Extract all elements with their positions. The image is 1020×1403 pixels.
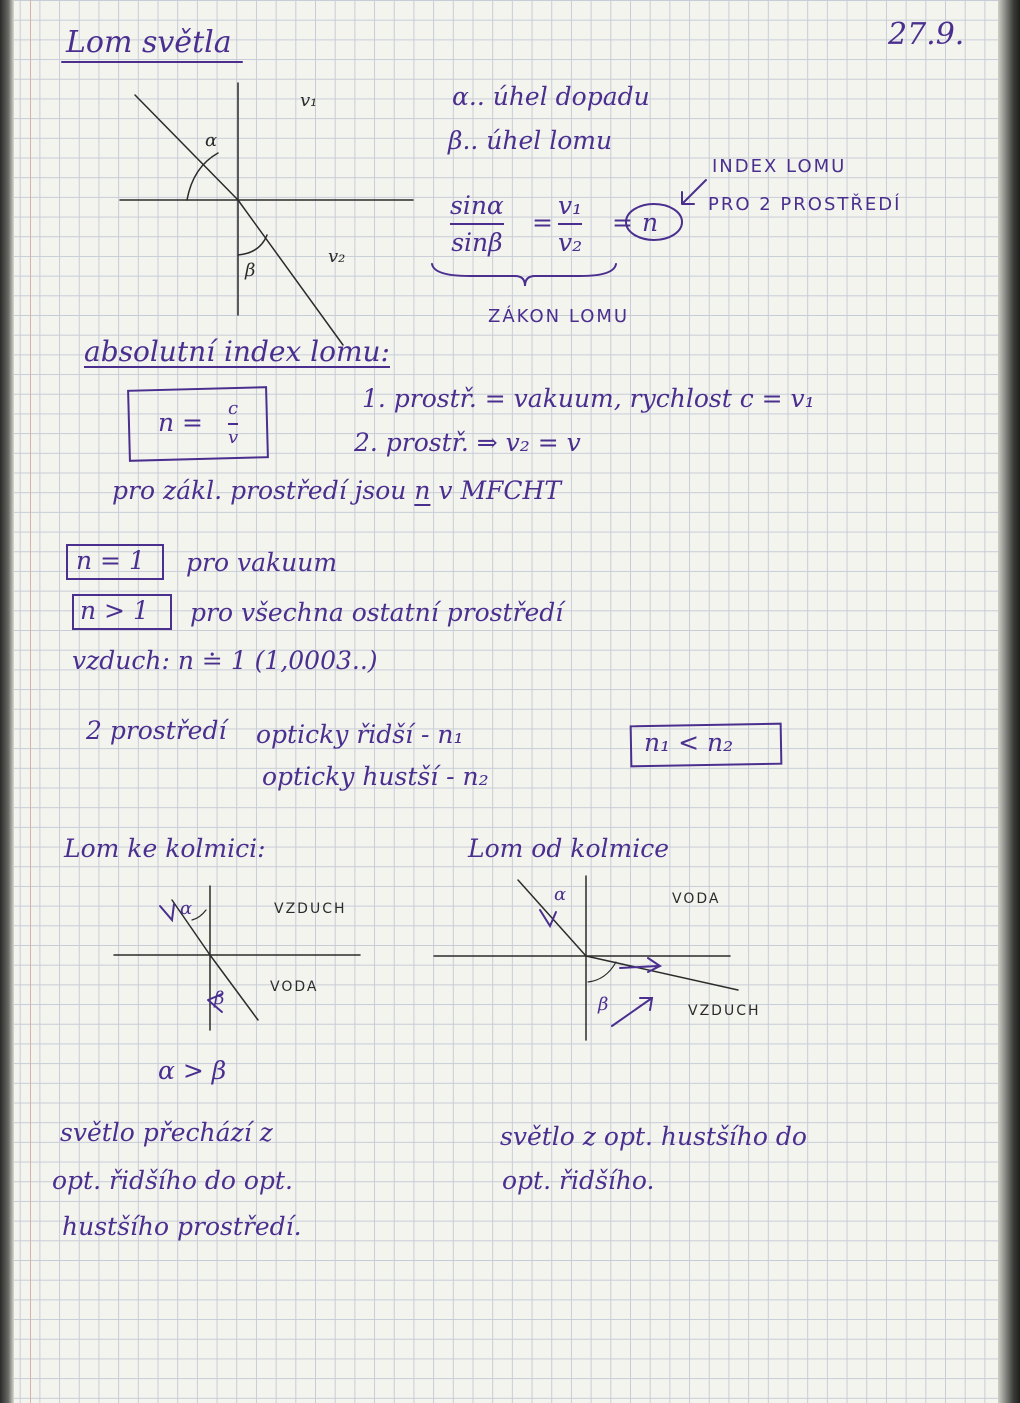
title-underline — [62, 60, 262, 68]
fraction-bar — [558, 223, 582, 225]
optically-rarer-note: opticky řidší - n₁ — [256, 720, 464, 749]
speed-ratio-fraction — [558, 190, 582, 259]
right-beta-label: β — [598, 994, 609, 1015]
alpha-definition: α.. úhel dopadu — [452, 82, 650, 111]
right-bottom-medium: VZDUCH — [688, 1003, 761, 1019]
two-media-label: 2 prostředí — [86, 716, 227, 745]
speed-v1: v₁ — [558, 191, 583, 220]
alpha-greater-beta: α > β — [158, 1056, 227, 1085]
medium-2-note: 2. prostř. ⇒ v₂ = v — [354, 428, 581, 457]
beta-definition: β.. úhel lomu — [448, 126, 613, 155]
speed-v: v — [228, 426, 239, 448]
left-top-medium: VZDUCH — [274, 901, 347, 917]
tables-note-post: v MFCHT — [438, 476, 562, 505]
formula-n-equals: n = — [158, 408, 203, 437]
diagram-v1-label: v₁ — [300, 90, 318, 111]
sin-alpha: sinα — [450, 191, 504, 220]
law-brace — [430, 262, 620, 290]
notebook-binding-right — [998, 0, 1020, 1403]
speed-c: c — [228, 398, 239, 419]
diagram-beta-label: β — [245, 260, 256, 281]
other-media-note: pro všechna ostatní prostředí — [190, 598, 564, 627]
left-bottom-medium: VODA — [270, 979, 319, 995]
left-conclusion-line2: opt. řidšího do opt. — [52, 1166, 293, 1195]
optically-denser-note: opticky hustší - n₂ — [262, 762, 489, 791]
index-note-line1: INDEX LOMU — [712, 156, 847, 177]
right-conclusion-line1: světlo z opt. hustšího do — [500, 1122, 807, 1151]
absolute-index-heading: absolutní index lomu: — [84, 335, 390, 368]
tables-note-n: n — [414, 476, 431, 505]
equals-sign-1: = — [532, 208, 553, 237]
n-equals-1: n = 1 — [76, 546, 145, 575]
left-alpha-label: α — [180, 898, 193, 919]
relative-index-n: n — [642, 208, 659, 237]
right-alpha-label: α — [554, 884, 567, 905]
index-note-line2: PRO 2 PROSTŘEDÍ — [708, 194, 902, 215]
n1-less-n2: n₁ < n₂ — [644, 728, 734, 757]
page-date: 27.9. — [888, 17, 965, 52]
diagram-alpha-label: α — [205, 130, 218, 151]
toward-normal-heading: Lom ke kolmici: — [64, 834, 266, 863]
law-of-refraction-label: ZÁKON LOMU — [488, 306, 630, 327]
vacuum-note: pro vakuum — [186, 548, 338, 577]
diagram-v2-label: v₂ — [328, 246, 346, 267]
speed-v2: v₂ — [558, 228, 583, 258]
left-conclusion-line3: hustšího prostředí. — [62, 1212, 302, 1241]
notebook-binding-left — [0, 0, 14, 1403]
air-index-note: vzduch: n ≐ 1 (1,0003..) — [72, 646, 378, 675]
margin-line — [30, 0, 31, 1403]
tables-note — [112, 478, 561, 503]
refraction-diagram — [115, 75, 425, 355]
c-over-v-fraction — [228, 398, 238, 449]
medium-1-note: 1. prostř. = vakuum, rychlost c = v₁ — [362, 384, 815, 413]
right-top-medium: VODA — [672, 891, 721, 907]
tables-note-pre: pro zákl. prostředí jsou — [112, 476, 407, 505]
fraction-bar — [228, 423, 238, 425]
left-beta-label: β — [214, 988, 225, 1009]
sin-beta: sinβ — [451, 228, 503, 258]
left-conclusion-line1: světlo přechází z — [60, 1118, 273, 1147]
snell-sine-fraction — [450, 190, 504, 259]
away-from-normal-heading: Lom od kolmice — [468, 834, 670, 863]
page-title: Lom světla — [66, 25, 232, 60]
right-conclusion-line2: opt. řidšího. — [502, 1166, 655, 1195]
equals-sign-2: = — [612, 208, 633, 237]
n-greater-1: n > 1 — [80, 596, 149, 625]
fraction-bar — [450, 223, 504, 225]
